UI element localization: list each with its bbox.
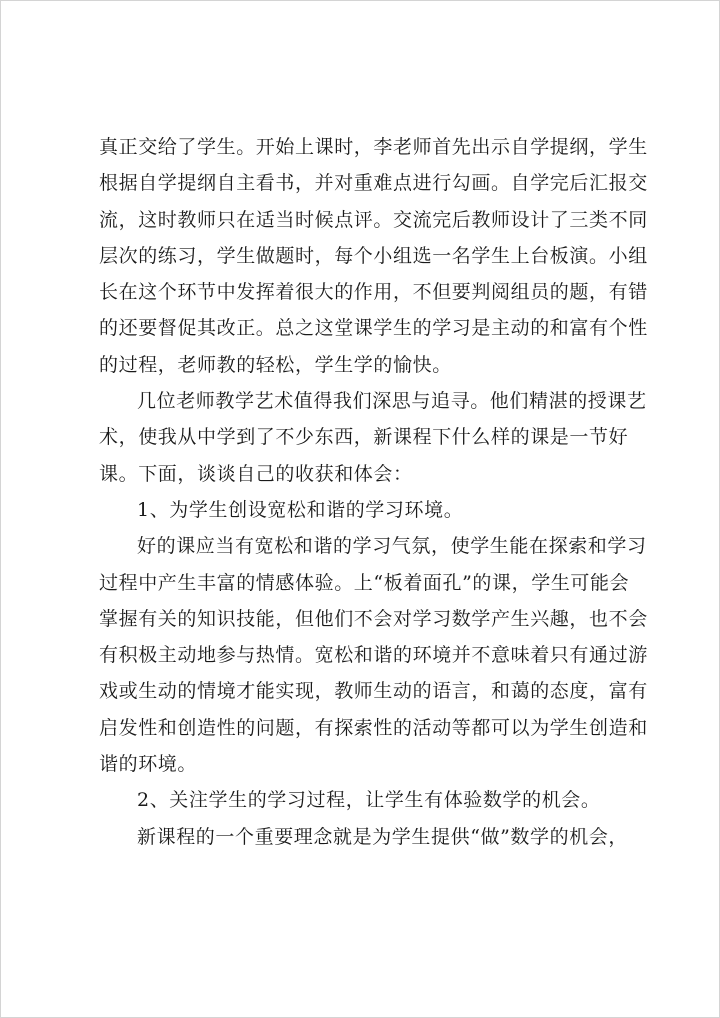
section-heading-2: 2、关注学生的学习过程，让学生有体验数学的机会。 bbox=[137, 789, 601, 812]
text-line: 掌握有关的知识技能，但他们不会对学习数学产生兴趣，也不会 bbox=[99, 607, 648, 630]
text-line: 谐的环境。 bbox=[99, 753, 198, 776]
text-line: 课。下面，谈谈自己的收获和体会： bbox=[99, 462, 413, 485]
text-line: 启发性和创造性的问题，有探索性的活动等都可以为学生创造和 bbox=[99, 716, 648, 739]
text-line: 戏或生动的情境才能实现，教师生动的语言，和蔼的态度，富有 bbox=[99, 680, 648, 703]
section-heading-1: 1、为学生创设宽松和谐的学习环境。 bbox=[137, 498, 464, 521]
paragraph-start-line: 好的课应当有宽松和谐的学习气氛，使学生能在探索和学习 bbox=[137, 535, 647, 558]
text-line: 长在这个环节中发挥着很大的作用，不但要判阅组员的题，有错 bbox=[99, 281, 648, 304]
text-line: 层次的练习，学生做题时，每个小组选一名学生上台板演。小组 bbox=[99, 244, 648, 267]
text-line: 真正交给了学生。开始上课时，李老师首先出示自学提纲，学生 bbox=[99, 136, 648, 158]
paragraph-start-line: 新课程的一个重要理念就是为学生提供“做”数学的机会， bbox=[137, 825, 629, 848]
text-line: 的过程，老师教的轻松，学生学的愉快。 bbox=[99, 353, 452, 376]
paragraph-start-line: 几位老师教学艺术值得我们深思与追寻。他们精湛的授课艺 bbox=[137, 390, 647, 413]
body-text bbox=[99, 129, 648, 855]
text-line: 的还要督促其改正。总之这堂课学生的学习是主动的和富有个性 bbox=[99, 317, 648, 340]
text-line: 术，使我从中学到了不少东西，新课程下什么样的课是一节好 bbox=[99, 426, 629, 449]
text-line: 过程中产生丰富的情感体验。上“板着面孔”的课，学生可能会 bbox=[99, 571, 630, 594]
text-line: 根据自学提纲自主看书，并对重难点进行勾画。自学完后汇报交 bbox=[99, 172, 648, 195]
text-line: 有积极主动地参与热情。宽松和谐的环境并不意味着只有通过游 bbox=[99, 644, 648, 667]
text-line: 流，这时教师只在适当时候点评。交流完后教师设计了三类不同 bbox=[99, 208, 648, 231]
